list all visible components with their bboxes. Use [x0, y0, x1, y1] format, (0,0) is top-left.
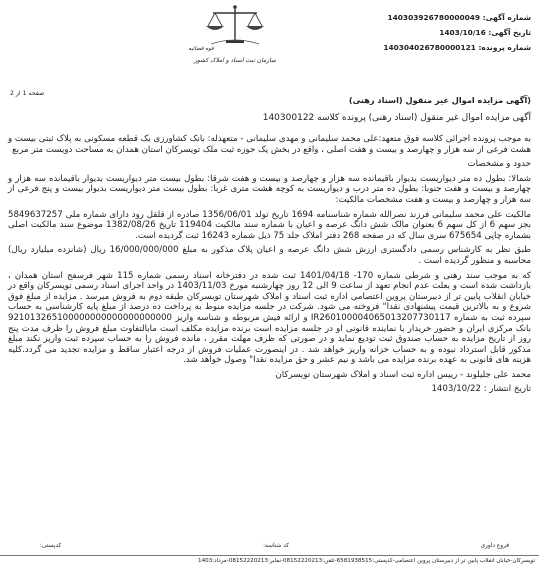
ad-date-value: 1403/10/16 — [439, 28, 486, 37]
ad-number-row — [383, 10, 531, 25]
body-paragraph-intro: به موجب پرونده اجرائی کلاسه فوق متعهد:علی محمد سلیمانی و مهدی سلیمانی - متعهدله: بانک کشاورزی یک قطعه مسکونی به پلاک ثبتی بیست و هشت فرعی از سه هزار و چهارصد و بیست و هفت اصلی ، واقع در بخش یک حوزه ثبت ملک تویسرکان استان همدان به مساحت دویست متر مربع — [8, 134, 531, 155]
ad-subtitle: آگهی مزایده اموال غیر منقول (اسناد رهنی) پرونده کلاسه 140300122 — [262, 113, 531, 123]
file-number-value: 140304026780000121 — [383, 43, 476, 52]
body-paragraph-bounds-heading: حدود و مشخصات — [467, 159, 531, 170]
body-paragraph-auction: که به موجب سند رهنی و شرطی شماره 170- 1401/04/18 ثبت شده در دفترخانه اسناد رسمی شماره 115 شهر فرسفج استان همدان ، بازداشت شده است و بعلت عدم انجام تعهد از ساعت 9 الی 12 روز چهارشنبه مورخ 1403/11/03 در واحد اجرای اسناد رسمی تویسرکان واقع در خیابان انقلاب پایین تر از دبیرستان پروین اعتصامی اداره ثبت اسناد و املاک شهرستان تویسرکان طبقه دوم به فروش میرسد . مزایده از مبلغ فوق شروع و به بالاترین قیمت پیشنهادی نقدا" فروخته می شود. شرکت در جلسه مزایده منوط به پرداخت ده درصد از مبلغ پایه کارشناسی به حساب سپرده ثبت به شماره IR260100004065013207730117 و ارائه فیش مربوطه و شناسه واریز 921013265100000000000000000000 بانک مرکزی ایران و حضور خریدار یا نماینده قانونی او در جلسه مزایده است برنده مزایده مکلف است مابالتفاوت مبلغ فروش را ظرف مدت پنج روز از تاریخ مزایده به حساب صندوق ثبت تودیع نماید و در صورتی که ظرف مهلت مقرر ، مانده فروش را به حساب سپرده ثبت واریز نکند مبلغ مذکور قابل استرداد نبوده و به حساب خزانه واریز خواهد شد . در اینصورت عملیات فروش از درجه اعتبار ساقط و مزایده تجدید می گردد.کلیه هزینه های قانونی به عهده برنده مزایده می باشد و نیم عشر و حق مزایده نقدا" وصول خواهد شد. — [8, 270, 532, 366]
body-paragraph-valuation: طبق نظر به کارشناس رسمی دادگستری ارزش شش دانگ عرصه و اعیان پلاک مذکور به مبلغ 16/000/000/000 ریال (شانزده میلیارد ریال) محاسبه و منظور گردیده است . — [8, 245, 532, 266]
ad-number-label: شماره آگهی: — [482, 13, 531, 22]
judiciary-caption: قوه قضائیه — [188, 46, 214, 52]
ad-number-value: 140303926780000049 — [387, 13, 481, 22]
ad-date-label: تاریخ آگهی: — [488, 28, 531, 37]
ad-meta-block — [383, 10, 531, 55]
footer-right-label: فروع داوری — [480, 543, 509, 549]
footer-middle-label: کد شناسه: — [263, 543, 289, 549]
footer-labels — [0, 541, 539, 555]
scales-of-justice-icon — [175, 4, 295, 48]
page-number: صفحه 1 از 2 — [10, 90, 45, 97]
body-paragraph-ownership: مالکیت علی محمد سلیمانی فرزند نصرالله شماره شناسنامه 1694 تاریخ تولد 1356/06/01 صادره از قلقل رود دارای شماره ملی 5849637257 بجز سهم 6 از کل سهم 6 بعنوان مالک شش دانگ عرصه و اعیان با شماره سند مالکیت 119404 تاریخ 1382/08/26 موضوع سند مالکیت اصلی بشماره چاپی 675654 سری سال که در صفحه 268 دفتر املاک جلد 75 ذیل شماره 16243 ثبت گردیده است. — [8, 209, 531, 241]
org-caption: سازمان ثبت اسناد و املاک کشور — [193, 57, 277, 64]
footer-address: تویسرکان-خیابان انقلاب پایین تر از دبیرستان پروین اعتصامی-کدپستی:6581938515-تلفن:08152220213-نمابر:08152220213-مرداد:1403 — [198, 558, 535, 564]
ad-body — [8, 134, 531, 399]
judiciary-emblem — [175, 4, 295, 66]
footer-divider — [0, 555, 539, 556]
file-number-row — [383, 40, 531, 55]
body-paragraph-signature: محمد علی جلیلوند - رییس اداره ثبت اسناد و املاک شهرستان تویسرکان — [275, 369, 531, 380]
body-paragraph-publish-date: تاریخ انتشار : 1403/10/22 — [431, 384, 531, 395]
file-number-label: شماره پرونده: — [478, 43, 531, 52]
footer-left-label: کدپستی: — [40, 543, 62, 549]
body-paragraph-bounds: شمالا: بطول ده متر دیواریست بدیوار باقیمانده سه هزار و چهارصد و بیست و هفت شرقا: بطول بیست متر دیواریست بدیوار باقیمانده سه هزار و چهارصد و بیست و هفت جنوبا: بطول ده متر درب و دیواریست به کوچه هشت متری غربا: بطول بیست متر دیواریست بدیوار بیست و پنج فرعی از سه هزار و چهارصد و بیست و هفت مشخصات مالکیت: — [8, 173, 531, 205]
ad-date-row — [383, 25, 531, 40]
ad-title: (آگهی مزایده اموال غیر منقول (اسناد رهنی) — [348, 95, 531, 105]
